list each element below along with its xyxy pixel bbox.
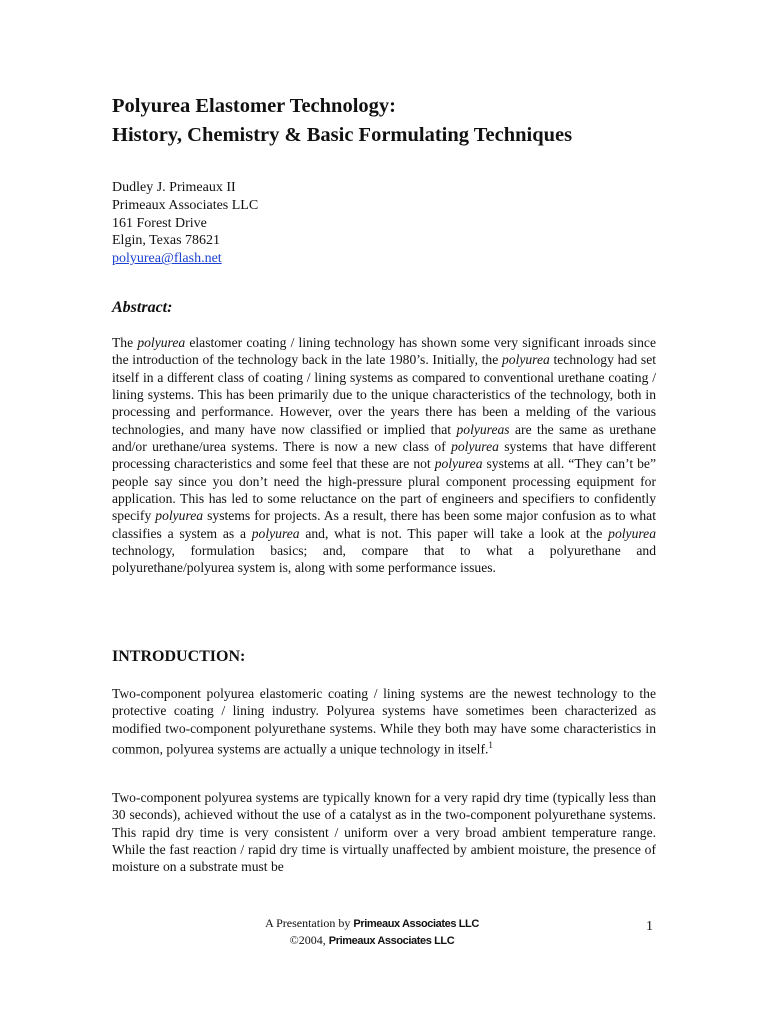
abstract-emphasis: polyurea	[137, 335, 186, 350]
abstract-heading: Abstract:	[112, 299, 173, 316]
abstract-emphasis: polyurea	[155, 508, 204, 524]
abstract-emphasis: polyurea	[251, 525, 300, 541]
author-street: 161 Forest Drive	[112, 215, 207, 231]
footer-brand: Primeaux Associates LLC	[353, 918, 479, 930]
author-city: Elgin, Texas 78621	[112, 233, 221, 249]
abstract-emphasis: polyurea	[501, 352, 550, 368]
intro-text: Two-component polyurea elastomeric coating / lining systems are the newest technology to the protective coating / lining industry. Polyurea systems have sometimes been characterized as modified two-component polyurethane systems. While they both may have some characteristics in common, polyurea systems are actually a unique technology in itself.	[112, 686, 656, 757]
page-number: 1	[646, 919, 653, 934]
title-line-1: Polyurea Elastomer Technology:	[112, 95, 396, 117]
abstract-text: systems for projects. As a result, there has been some major confusion as to what classifies a system as a	[112, 508, 656, 541]
footer-presentation-line	[200, 916, 544, 933]
abstract-emphasis: polyurea	[434, 456, 483, 472]
author-block	[112, 179, 258, 268]
abstract-text: The	[112, 335, 138, 350]
introduction-paragraph-2: Two-component polyurea systems are typically known for a very rapid dry time (typically less than 30 seconds), achieved without the use of a catalyst as in the two-component polyurethane systems. This rapid dry time is very consistent / uniform over a very broad ambient temperature range. While the fast reaction / rapid dry time is virtually unaffected by ambient moisture, the presence of moisture on a substrate must be	[112, 790, 656, 875]
footer-text: ©2004,	[289, 932, 329, 947]
paper-title	[112, 92, 712, 150]
abstract-text: elastomer coating / lining technology has shown some very significant inroads since the introduction of the technology back in the late 1980’s. Initially, the	[112, 335, 656, 368]
footer-text: A Presentation by	[265, 916, 354, 930]
page-footer	[200, 916, 544, 949]
introduction-heading: INTRODUCTION:	[112, 648, 246, 665]
author-email-link[interactable]: polyurea@flash.net	[112, 251, 222, 267]
abstract-text: systems that have different processing characteristics and some feel that these are not	[112, 439, 656, 472]
footer-copyright-line	[200, 933, 544, 950]
footer-brand: Primeaux Associates LLC	[328, 934, 455, 947]
introduction-paragraph-1	[112, 685, 656, 758]
abstract-text: are the same as urethane and/or urethane/urea systems. There is now a new class of	[112, 421, 656, 455]
abstract-text: systems at all. “They can’t be” people say since you don’t need the high-pressure plural component processing equipment for application. This has led to some reluctance on the part of engineers and specifiers to confidently specify	[112, 456, 656, 524]
abstract-text: technology had set itself in a different class of coating / lining systems as compared to conventional urethane coating / lining systems. This has been primarily due to the unique characteristics of the technology, both in processing and performance. However, over the years there has been a melding of the various technologies, and many have now classified or implied that	[112, 352, 657, 437]
abstract-text: technology, formulation basics; and, compare that to what a polyurethane and polyurethane/polyurea system is, along with some performance issues.	[112, 543, 656, 576]
abstract-paragraph	[112, 334, 656, 577]
abstract-emphasis: polyurea	[451, 439, 499, 455]
abstract-emphasis: polyureas	[456, 421, 510, 437]
abstract-emphasis: polyurea	[608, 525, 656, 541]
footnote-marker[interactable]: 1	[488, 740, 493, 751]
title-line-2: History, Chemistry & Basic Formulating Techniques	[112, 124, 573, 146]
author-name: Dudley J. Primeaux II	[112, 180, 236, 195]
abstract-text: and, what is not. This paper will take a look at the	[299, 525, 609, 541]
author-company: Primeaux Associates LLC	[112, 197, 259, 213]
